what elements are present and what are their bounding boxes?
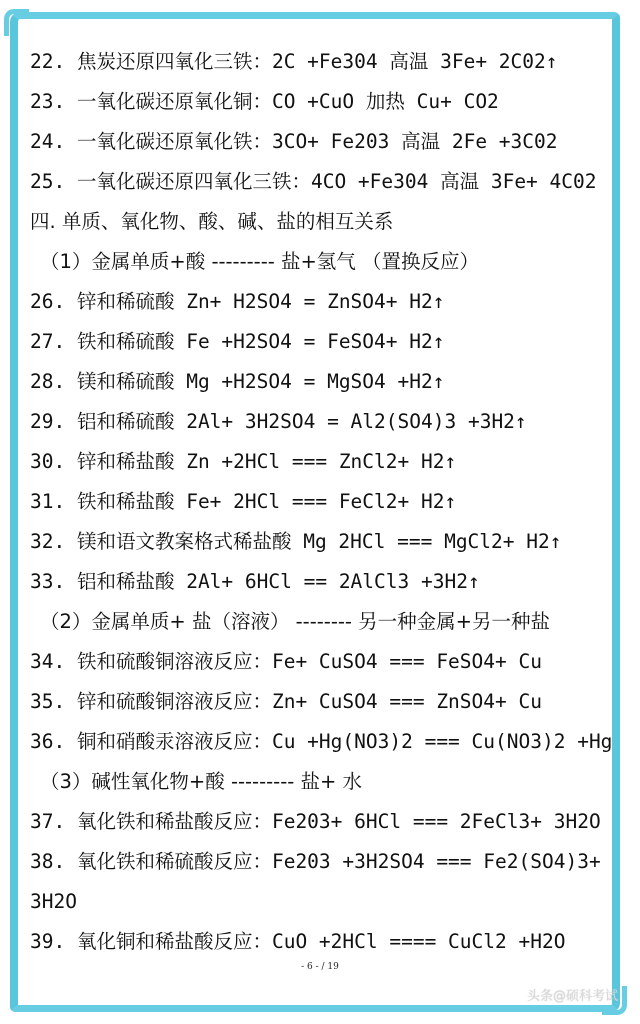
equation-line-31: 31. 铁和稀盐酸 Fe+ 2HCl === FeCl2+ H2↑: [30, 490, 457, 513]
equation-line-30: 30. 锌和稀盐酸 Zn +2HCl === ZnCl2+ H2↑: [30, 450, 457, 473]
equation-line-27: 27. 铁和稀硫酸 Fe +H2SO4 = FeSO4+ H2↑: [30, 330, 445, 353]
equation-line-24: 24. 一氧化碳还原氧化铁：3CO+ Fe203 高温 2Fe +3C02: [30, 130, 558, 153]
equation-line-39: 39. 氧化铜和稀盐酸反应：CuO +2HCl ==== CuCl2 +H2O: [30, 930, 566, 953]
section-heading: 四. 单质、氧化物、酸、碱、盐的相互关系: [30, 210, 394, 233]
equation-line-25: 25. 一氧化碳还原四氧化三铁：4CO +Fe304 高温 3Fe+ 4C02: [30, 170, 597, 193]
equation-line-29: 29. 铝和稀硫酸 2Al+ 3H2SO4 = Al2(SO4)3 +3H2↑: [30, 410, 527, 433]
equation-line-35: 35. 锌和硫酸铜溶液反应：Zn+ CuSO4 === ZnSO4+ Cu: [30, 690, 542, 713]
equation-line-38: 38. 氧化铁和稀硫酸反应：Fe203 +3H2SO4 === Fe2(SO4)3+: [30, 850, 601, 873]
equation-line-22: 22. 焦炭还原四氧化三铁：2C +Fe304 高温 3Fe+ 2C02↑: [30, 50, 558, 73]
equation-line-34: 34. 铁和硫酸铜溶液反应：Fe+ CuSO4 === FeSO4+ Cu: [30, 650, 542, 673]
equation-line-33: 33. 铝和稀盐酸 2Al+ 6HCl == 2AlCl3 +3H2↑: [30, 570, 480, 593]
watermark: 头条@硕科考试: [526, 989, 618, 1004]
equation-line-32: 32. 镁和语文教案格式稀盐酸 Mg 2HCl === MgCl2+ H2↑: [30, 530, 562, 553]
equation-line-23: 23. 一氧化碳还原氧化铜：CO +CuO 加热 Cu+ CO2: [30, 90, 499, 113]
subsection-heading-2: （2）金属单质+ 盐（溶液） -------- 另一种金属+另一种盐: [40, 610, 550, 633]
equation-line-28: 28. 镁和稀硫酸 Mg +H2SO4 = MgSO4 +H2↑: [30, 370, 445, 393]
subsection-heading-1: （1）金属单质+酸 --------- 盐+氢气 （置换反应）: [40, 250, 480, 273]
equation-line-37: 37. 氧化铁和稀盐酸反应：Fe203+ 6HCl === 2FeCl3+ 3H2O: [30, 810, 601, 833]
page-number: - 6 - / 19: [301, 962, 339, 972]
subsection-heading-3: （3）碱性氧化物+酸 --------- 盐+ 水: [40, 770, 363, 793]
equation-line-26: 26. 锌和稀硫酸 Zn+ H2SO4 = ZnSO4+ H2↑: [30, 290, 445, 313]
equation-line-38-continued: 3H2O: [30, 890, 77, 913]
equation-line-36: 36. 铜和硝酸汞溶液反应：Cu +Hg(NO3)2 === Cu(NO3)2 +Hg: [30, 730, 613, 753]
